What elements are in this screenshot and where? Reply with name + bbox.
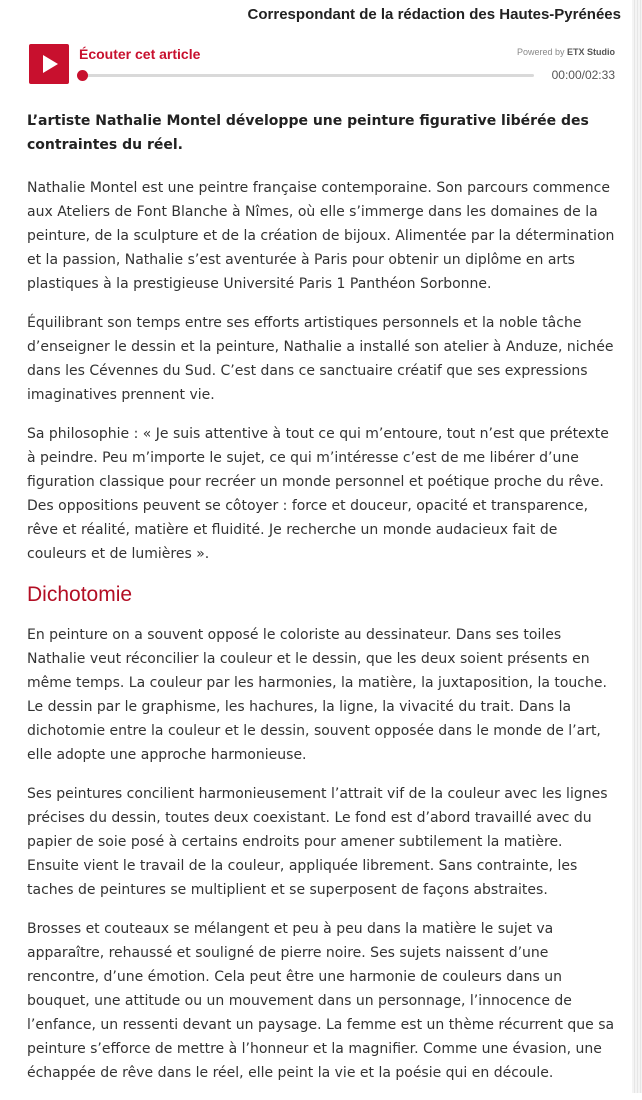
play-icon <box>43 55 58 73</box>
powered-by[interactable] <box>517 47 615 57</box>
powered-by-prefix: Powered by <box>516 47 565 57</box>
progress-track[interactable] <box>81 74 534 77</box>
article-paragraph: En peinture on a souvent opposé le coloriste au dessinateur. Dans ses toiles Nathalie veut réconcilier la couleur et le dessin, que les deux soient présents en même temps. La couleur par les harmonies, la matière, la juxtaposition, la touche. Le dessin par le graphisme, les hachures, la ligne, la vivacité du trait. Dans la dichotomie entre la couleur et le dessin, souvent opposée dans le monde de l’art, elle adopte une approche harmonieuse. <box>27 627 607 763</box>
section-heading: Dichotomie <box>27 583 133 606</box>
powered-by-brand: ETX Studio <box>567 47 615 57</box>
article-paragraph: Sa philosophie : « Je suis attentive à tout ce qui m’entoure, tout n’est que prétexte à peindre. Peu m’importe le sujet, ce qui m’intéresse c’est de me libérer d’une figuration classique pour recréer un monde personnel et poétique proche du rêve. Des oppositions peuvent se côtoyer : force et douceur, opacité et transparence, rêve et réalité, matière et fluidité. Je recherche un monde audacieux fait de couleurs et de lumières ». <box>27 426 609 562</box>
progress-knob[interactable] <box>77 70 88 81</box>
article-paragraph: Ses peintures concilient harmonieusement l’attrait vif de la couleur avec les lignes précises du dessin, toutes deux coexistant. Le fond est d’abord travaillé avec du papier de soie posé à certains endroits pour amener subtilement la matière. Ensuite vient le travail de la couleur, appliquée librement. Sans contrainte, les taches de peintures se multiplient et se superposent de façons abstraites. <box>27 786 608 898</box>
article-body <box>27 109 617 1100</box>
author-byline: Correspondant de la rédaction des Hautes-Pyrénées <box>247 6 621 23</box>
listen-article-label[interactable]: Écouter cet article <box>79 46 201 62</box>
time-display: 00:00/02:33 <box>551 68 615 82</box>
article-lead: L’artiste Nathalie Montel développe une peinture figurative libérée des contraintes du réel. <box>27 113 589 153</box>
page-scrollbar[interactable] <box>632 0 642 1093</box>
audio-player <box>29 42 617 86</box>
play-button[interactable] <box>29 44 69 84</box>
article-paragraph: Brosses et couteaux se mélangent et peu à peu dans la matière le sujet va apparaître, rehaussé et souligné de pierre noire. Ses sujets naissent d’une rencontre, d’une émotion. Cela peut être une harmonie de couleurs dans un bouquet, une attitude ou un mouvement dans un personnage, l’innocence de l’enfance, un ressenti devant un paysage. La femme est un thème récurrent que sa peinture s’efforce de mettre à l’honneur et la magnifier. Comme une évasion, une échappée de rêve dans le réel, elle peint la vie et la poésie qui en découle. <box>27 921 615 1081</box>
article-paragraph: Équilibrant son temps entre ses efforts artistiques personnels et la noble tâche d’enseigner le dessin et la peinture, Nathalie a installé son atelier à Anduze, nichée dans les Cévennes du Sud. C’est dans ce sanctuaire créatif que ses expressions imaginatives prennent vie. <box>27 315 614 403</box>
article-paragraph: Nathalie Montel est une peintre française contemporaine. Son parcours commence aux Ateliers de Font Blanche à Nîmes, où elle s’immerge dans les domaines de la peinture, de la sculpture et de la création de bijoux. Alimentée par la détermination et la passion, Nathalie s’est aventurée à Paris pour obtenir un diplôme en arts plastiques à la prestigieuse Université Paris 1 Panthéon Sorbonne. <box>27 180 615 292</box>
